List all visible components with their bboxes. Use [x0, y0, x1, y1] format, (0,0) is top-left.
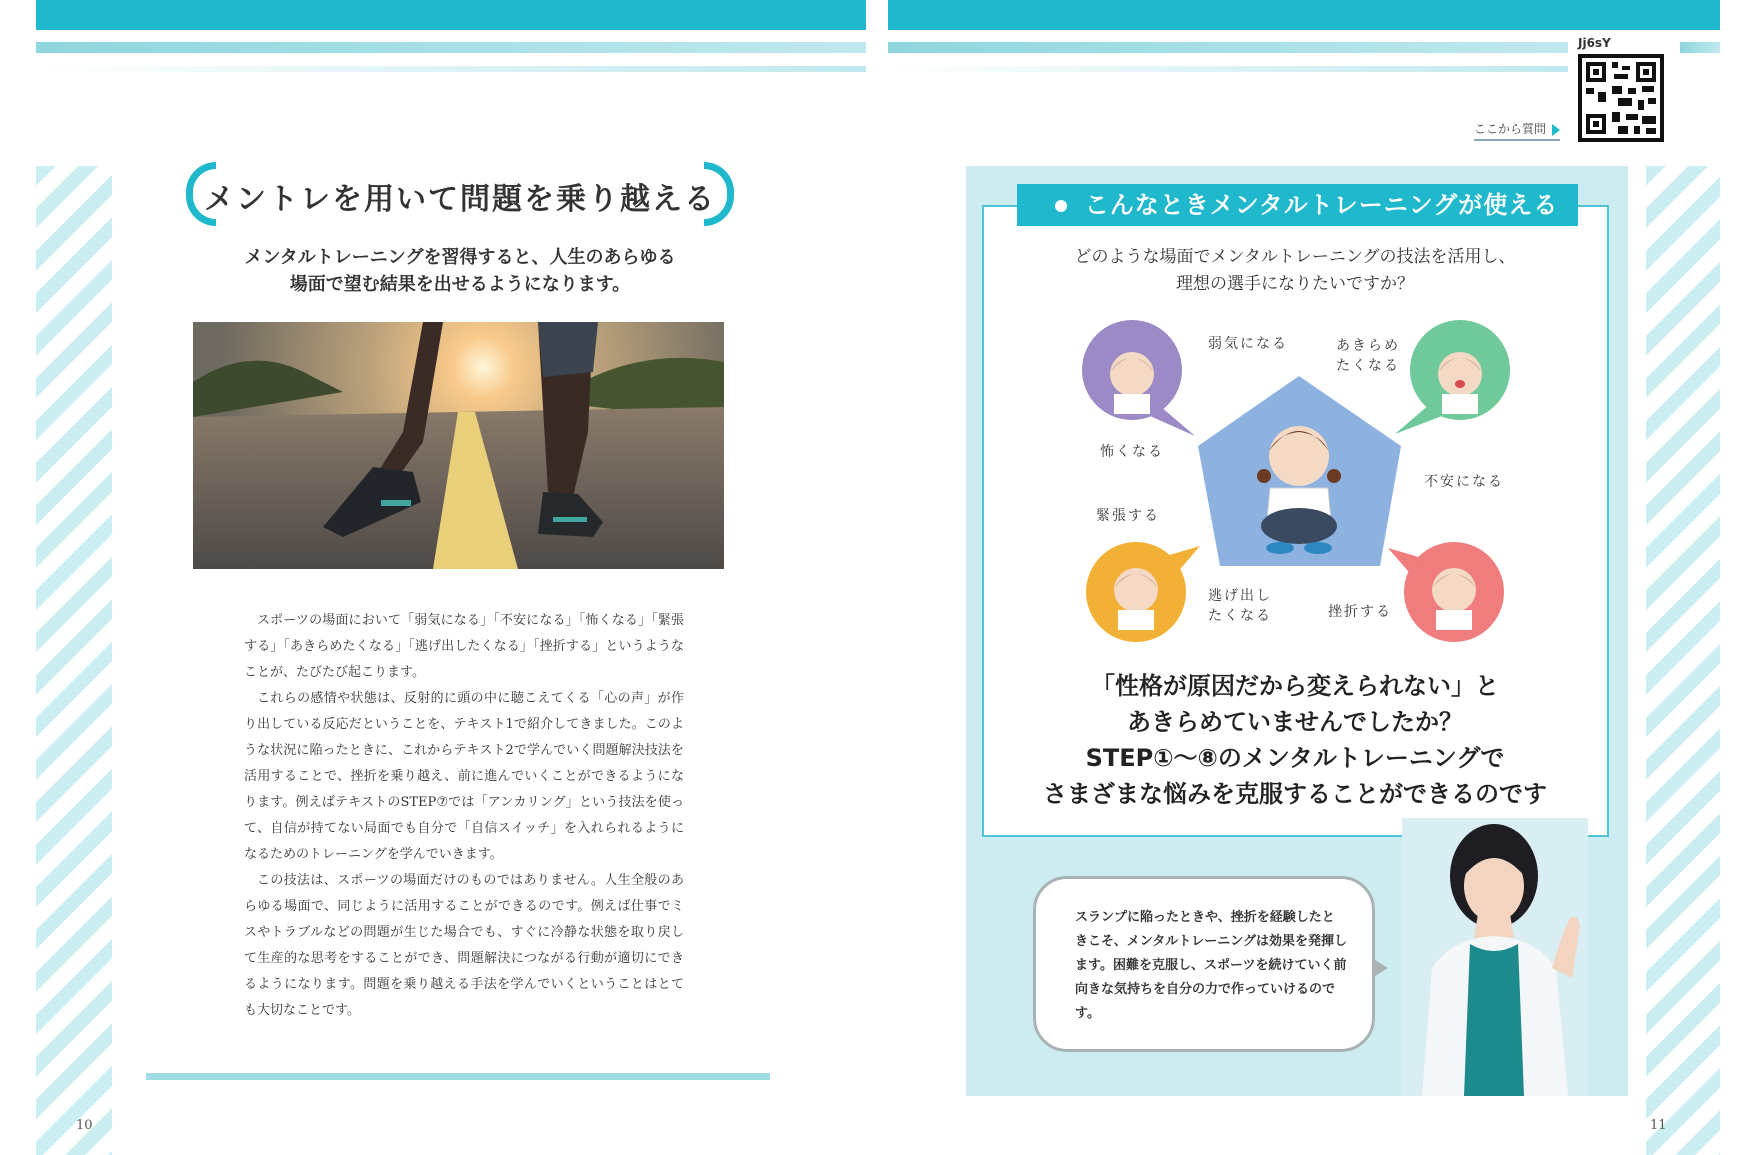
lead-text	[186, 244, 734, 298]
section-banner	[1017, 184, 1578, 226]
header-stripe-left	[36, 42, 866, 53]
emotion-weak: 弱気になる	[1208, 336, 1288, 352]
bullet-dot-icon	[1055, 200, 1067, 212]
qr-code[interactable]	[1578, 54, 1664, 142]
right-stripe-band	[1646, 166, 1720, 1155]
qr-code-label: Jj6sY	[1578, 36, 1611, 50]
ask-question-label: ここから質問	[1474, 122, 1547, 136]
page-number-left: 10	[76, 1118, 93, 1133]
bottom-divider	[146, 1073, 770, 1080]
emotion-nervous: 緊張する	[1096, 508, 1160, 524]
ask-question-link[interactable]	[1474, 120, 1560, 141]
body-paragraph-3: この技法は、スポーツの場面だけのものではありません。人生全般のあらゆる場面で、同じように活用することができるのです。例えば仕事でミスやトラブルなどの問題が生じた場合でも、すぐに冷静な状態を取り戻して生産的な思考をすることができ、問題解決につながる行動が適切にできるようになります。問題を乗り越える手法を学んでいくということはとても大切なことです。	[244, 873, 684, 1018]
key-message-line-4: さまざまな悩みを克服することができるのです	[1043, 780, 1547, 808]
play-arrow-icon	[1552, 124, 1560, 136]
emotion-escape-line2: たくなる	[1208, 608, 1272, 624]
header-bar-left	[36, 0, 866, 30]
header-bar-right	[888, 0, 1720, 30]
emotion-setback: 挫折する	[1328, 604, 1392, 620]
page-number-right: 11	[1650, 1118, 1667, 1133]
header-fade-right	[888, 66, 1568, 72]
body-paragraph-2: これらの感情や状態は、反射的に頭の中に聴こえてくる「心の声」が作り出している反応だということを、テキスト1で紹介してきました。このような状況に陥ったときに、これからテキスト2で学んでいく問題解決技法を活用することで、挫折を乗り越え、前に進んでいくことができるようになります。例えばテキストのSTEP⑦では「アンカリング」という技法を使って、自信が持てない局面でも自分で「自信スイッチ」を入れられるようになるためのトレーニングを学んでいきます。	[244, 691, 684, 862]
running-photo	[193, 322, 724, 569]
left-stripe-band	[36, 166, 112, 1155]
banner-label: こんなときメンタルトレーニングが使える	[1084, 191, 1559, 219]
header-stripe-right-end	[1680, 42, 1720, 53]
emotion-giveup-line1: あきらめ	[1336, 338, 1400, 354]
emotion-giveup-line2: たくなる	[1336, 358, 1400, 374]
header-fade-left	[36, 66, 866, 72]
header-stripe-right	[888, 42, 1568, 53]
body-text	[244, 608, 684, 1024]
emotion-escape-line1: 逃げ出し	[1208, 588, 1272, 604]
lead-line-1: メンタルトレーニングを習得すると、人生のあらゆる	[244, 247, 676, 268]
key-message	[990, 668, 1600, 812]
lead-line-2: 場面で望む結果を出せるようになります。	[289, 274, 631, 295]
body-paragraph-1: スポーツの場面において「弱気になる」「不安になる」「怖くなる」「緊張する」「あきらめたくなる」「逃げ出したくなる」「挫折する」というようなことが、たびたび起こります。	[244, 613, 684, 680]
page-title: メントレを用いて問題を乗り越える	[204, 182, 716, 217]
coach-photo	[1402, 818, 1588, 1096]
question-line-1: どのような場面でメンタルトレーニングの技法を活用し、	[1074, 247, 1516, 267]
key-message-line-1: 「性格が原因だから変えられない」と	[1091, 672, 1499, 700]
key-message-line-2: あきらめていませんでしたか？	[1127, 708, 1463, 736]
key-message-line-3: STEP①～⑧のメンタルトレーニングで	[1085, 744, 1505, 772]
speech-bubble-tail	[1372, 958, 1388, 978]
emotion-scared: 怖くなる	[1100, 444, 1164, 460]
emotion-anxious: 不安になる	[1424, 474, 1504, 490]
question-text	[1000, 244, 1590, 298]
section-title	[186, 162, 734, 232]
question-line-2: 理想の選手になりたいですか？	[1176, 274, 1414, 294]
speech-text: スランプに陥ったときや、挫折を経験したときこそ、メンタルトレーニングは効果を発揮します。困難を克服し、スポーツを続けていく前向きな気持ちを自分の力で作っていけるのです。	[1075, 910, 1347, 1021]
